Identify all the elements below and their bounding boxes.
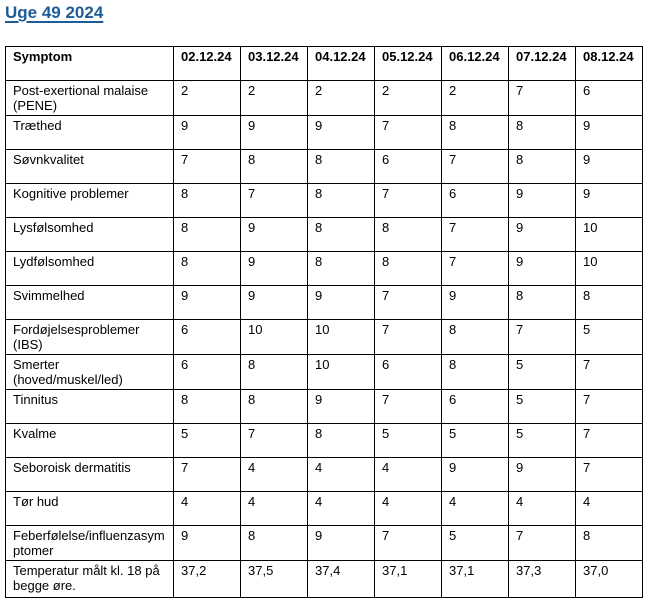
value-cell: 8	[576, 286, 643, 320]
symptom-label-cell: Tør hud	[6, 492, 174, 526]
value-cell: 10	[576, 218, 643, 252]
table-row	[6, 424, 643, 458]
value-cell: 7	[576, 390, 643, 424]
value-cell: 5	[174, 424, 241, 458]
symptom-label-cell: Fordøjelsesproblemer (IBS)	[6, 320, 174, 355]
table-row	[6, 355, 643, 390]
table-row	[6, 526, 643, 561]
header-cell-symptom: Symptom	[6, 47, 174, 81]
header-cell-date: 08.12.24	[576, 47, 643, 81]
value-cell: 9	[308, 116, 375, 150]
value-cell: 8	[509, 150, 576, 184]
value-cell: 8	[241, 355, 308, 390]
value-cell: 9	[308, 286, 375, 320]
value-cell: 37,3	[509, 561, 576, 598]
value-cell: 4	[308, 458, 375, 492]
header-cell-date: 02.12.24	[174, 47, 241, 81]
value-cell: 9	[174, 526, 241, 561]
value-cell: 10	[308, 355, 375, 390]
value-cell: 9	[308, 390, 375, 424]
value-cell: 7	[576, 355, 643, 390]
value-cell: 10	[576, 252, 643, 286]
value-cell: 5	[442, 424, 509, 458]
value-cell: 7	[375, 320, 442, 355]
table-row	[6, 320, 643, 355]
symptom-label-cell: Temperatur målt kl. 18 på begge øre.	[6, 561, 174, 598]
value-cell: 6	[174, 355, 241, 390]
value-cell: 7	[241, 184, 308, 218]
value-cell: 5	[442, 526, 509, 561]
table-row	[6, 218, 643, 252]
value-cell: 2	[174, 81, 241, 116]
table-row	[6, 561, 643, 598]
value-cell: 9	[241, 116, 308, 150]
symptom-table	[5, 46, 643, 598]
value-cell: 37,1	[442, 561, 509, 598]
value-cell: 8	[308, 184, 375, 218]
value-cell: 7	[442, 218, 509, 252]
value-cell: 9	[509, 184, 576, 218]
value-cell: 8	[509, 286, 576, 320]
value-cell: 8	[241, 526, 308, 561]
header-cell-date: 07.12.24	[509, 47, 576, 81]
value-cell: 9	[576, 184, 643, 218]
value-cell: 4	[375, 458, 442, 492]
symptom-label-cell: Seboroisk dermatitis	[6, 458, 174, 492]
value-cell: 6	[576, 81, 643, 116]
value-cell: 2	[442, 81, 509, 116]
value-cell: 4	[442, 492, 509, 526]
value-cell: 8	[174, 390, 241, 424]
symptom-label-cell: Søvnkvalitet	[6, 150, 174, 184]
value-cell: 8	[174, 252, 241, 286]
symptom-label-cell: Tinnitus	[6, 390, 174, 424]
table-row	[6, 184, 643, 218]
value-cell: 7	[509, 320, 576, 355]
value-cell: 5	[375, 424, 442, 458]
value-cell: 2	[241, 81, 308, 116]
table-header	[6, 47, 643, 81]
value-cell: 7	[241, 424, 308, 458]
value-cell: 37,4	[308, 561, 375, 598]
value-cell: 5	[509, 355, 576, 390]
value-cell: 37,5	[241, 561, 308, 598]
value-cell: 8	[442, 320, 509, 355]
value-cell: 9	[576, 150, 643, 184]
value-cell: 8	[308, 424, 375, 458]
value-cell: 5	[576, 320, 643, 355]
value-cell: 6	[174, 320, 241, 355]
symptom-label-cell: Svimmelhed	[6, 286, 174, 320]
page-title: Uge 49 2024	[5, 3, 104, 22]
table-row	[6, 150, 643, 184]
symptom-label-cell: Lydfølsomhed	[6, 252, 174, 286]
symptom-label-cell: Feberfølelse/influenzasymptomer	[6, 526, 174, 561]
value-cell: 9	[174, 116, 241, 150]
value-cell: 10	[308, 320, 375, 355]
value-cell: 8	[442, 355, 509, 390]
value-cell: 8	[375, 218, 442, 252]
value-cell: 8	[509, 116, 576, 150]
value-cell: 7	[509, 526, 576, 561]
value-cell: 8	[174, 218, 241, 252]
value-cell: 9	[241, 218, 308, 252]
header-cell-date: 04.12.24	[308, 47, 375, 81]
value-cell: 9	[509, 458, 576, 492]
value-cell: 7	[375, 390, 442, 424]
value-cell: 4	[174, 492, 241, 526]
table-row	[6, 252, 643, 286]
value-cell: 7	[174, 458, 241, 492]
value-cell: 4	[576, 492, 643, 526]
value-cell: 8	[241, 150, 308, 184]
value-cell: 37,2	[174, 561, 241, 598]
value-cell: 9	[442, 286, 509, 320]
value-cell: 7	[576, 424, 643, 458]
value-cell: 8	[308, 150, 375, 184]
table-body	[6, 81, 643, 598]
value-cell: 7	[509, 81, 576, 116]
symptom-label-cell: Træthed	[6, 116, 174, 150]
table-row	[6, 390, 643, 424]
value-cell: 7	[375, 526, 442, 561]
value-cell: 8	[375, 252, 442, 286]
value-cell: 9	[241, 252, 308, 286]
value-cell: 7	[174, 150, 241, 184]
value-cell: 7	[442, 252, 509, 286]
symptom-label-cell: Post-exertional malaise (PENE)	[6, 81, 174, 116]
value-cell: 5	[509, 424, 576, 458]
table-row	[6, 81, 643, 116]
header-cell-date: 05.12.24	[375, 47, 442, 81]
value-cell: 4	[308, 492, 375, 526]
value-cell: 9	[308, 526, 375, 561]
value-cell: 8	[576, 526, 643, 561]
value-cell: 9	[509, 252, 576, 286]
value-cell: 5	[509, 390, 576, 424]
value-cell: 8	[174, 184, 241, 218]
symptom-label-cell: Kognitive problemer	[6, 184, 174, 218]
value-cell: 9	[241, 286, 308, 320]
value-cell: 7	[442, 150, 509, 184]
header-cell-date: 06.12.24	[442, 47, 509, 81]
value-cell: 2	[308, 81, 375, 116]
symptom-label-cell: Lysfølsomhed	[6, 218, 174, 252]
value-cell: 37,1	[375, 561, 442, 598]
header-row	[6, 47, 643, 81]
value-cell: 7	[576, 458, 643, 492]
value-cell: 37,0	[576, 561, 643, 598]
header-cell-date: 03.12.24	[241, 47, 308, 81]
value-cell: 6	[375, 150, 442, 184]
table-row	[6, 286, 643, 320]
table-row	[6, 458, 643, 492]
symptom-label-cell: Kvalme	[6, 424, 174, 458]
value-cell: 9	[509, 218, 576, 252]
value-cell: 9	[174, 286, 241, 320]
value-cell: 6	[442, 390, 509, 424]
value-cell: 9	[576, 116, 643, 150]
value-cell: 7	[375, 116, 442, 150]
value-cell: 8	[308, 218, 375, 252]
value-cell: 4	[241, 458, 308, 492]
value-cell: 9	[442, 458, 509, 492]
symptom-label-cell: Smerter (hoved/muskel/led)	[6, 355, 174, 390]
table-row	[6, 492, 643, 526]
value-cell: 8	[308, 252, 375, 286]
table-row	[6, 116, 643, 150]
value-cell: 6	[375, 355, 442, 390]
value-cell: 4	[509, 492, 576, 526]
value-cell: 7	[375, 286, 442, 320]
value-cell: 4	[241, 492, 308, 526]
value-cell: 2	[375, 81, 442, 116]
value-cell: 4	[375, 492, 442, 526]
value-cell: 10	[241, 320, 308, 355]
value-cell: 7	[375, 184, 442, 218]
value-cell: 8	[241, 390, 308, 424]
value-cell: 6	[442, 184, 509, 218]
value-cell: 8	[442, 116, 509, 150]
